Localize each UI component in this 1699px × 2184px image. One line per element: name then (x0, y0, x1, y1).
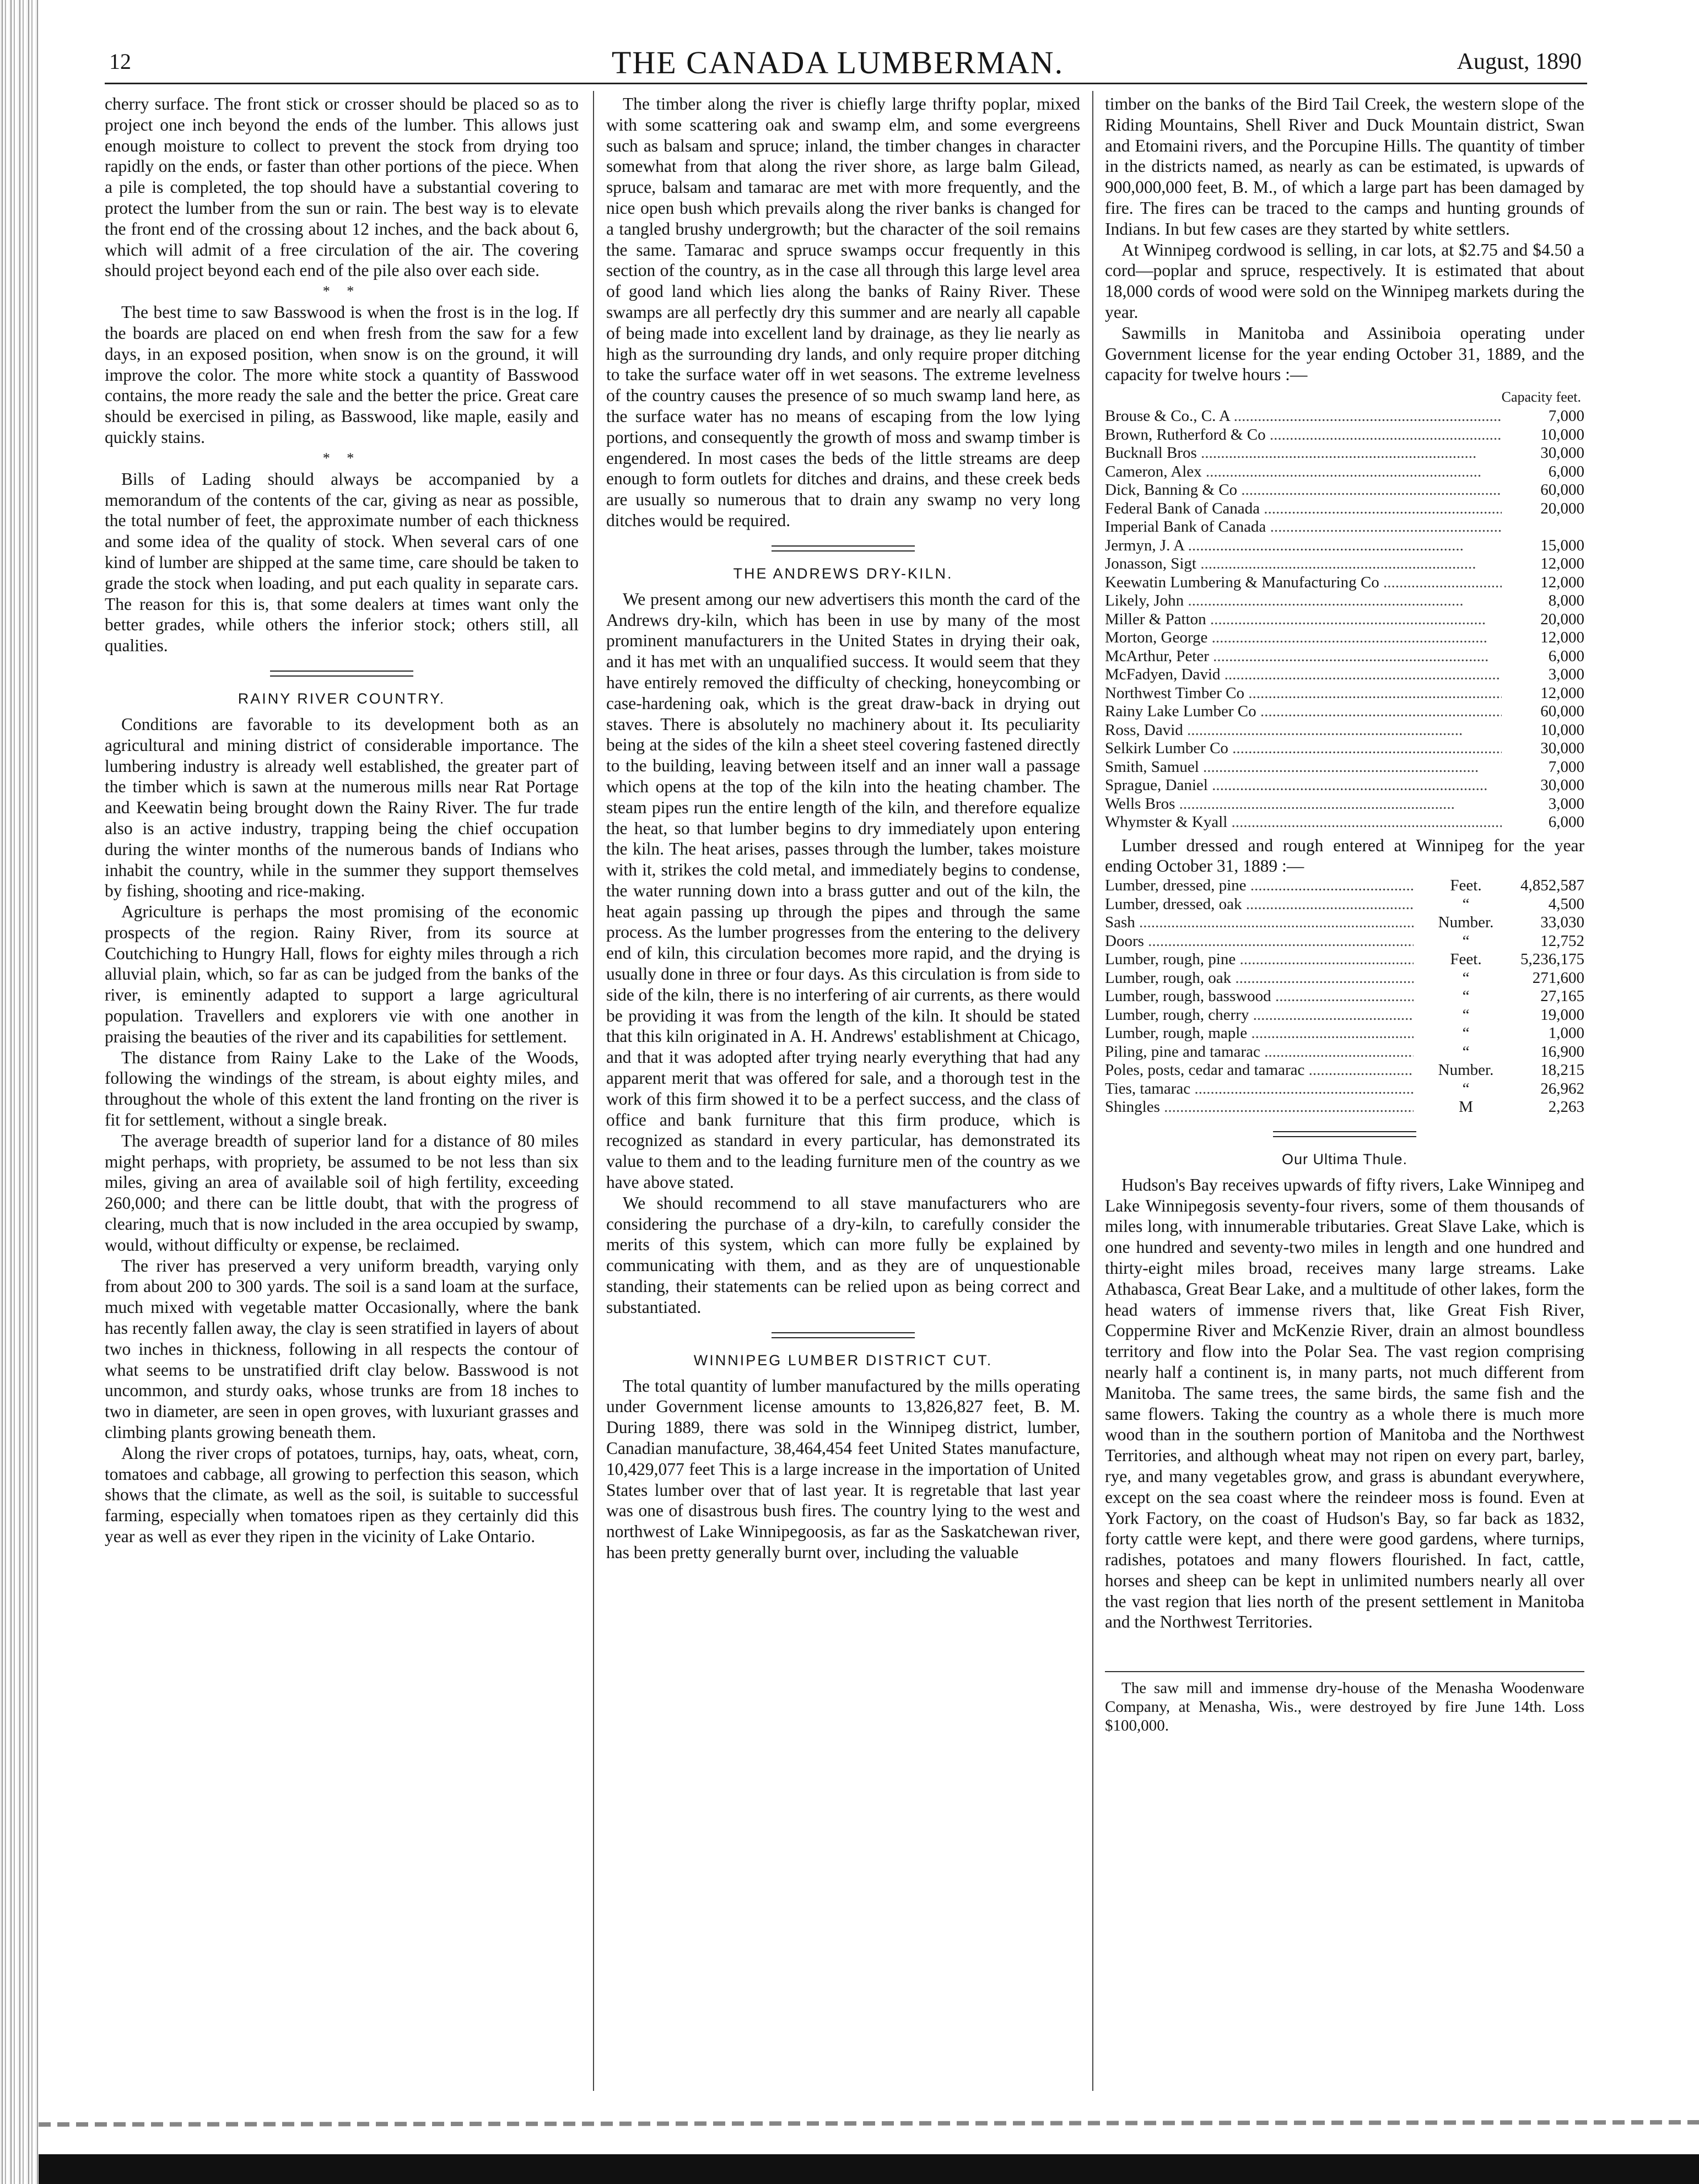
sawmill-name: Smith, Samuel ..... (1105, 758, 1518, 777)
double-rule (1273, 1131, 1416, 1137)
table-row (1105, 426, 1584, 445)
table-row (1105, 1043, 1584, 1062)
page-header (94, 44, 1582, 83)
sawmill-name: Federal Bank of Canada ..... (1105, 500, 1518, 518)
sawmill-name: Miller & Patton ..... (1105, 610, 1518, 629)
lumber-item: Sash ..... (1105, 913, 1430, 932)
capacity-value: 30,000 (1540, 776, 1584, 794)
capacity-value: 6,000 (1548, 462, 1584, 480)
quantity: 1,000 (1548, 1024, 1584, 1042)
section-heading: Our Ultima Thule. (1281, 1150, 1408, 1167)
paragraph: timber on the banks of the Bird Tail Creek, the western slope of the Riding Mountains, Shell River and Duck Mountain district, Swan and Etomaini rivers, and the Porcupine Hills. The quantity of timber in the districts named, as nearly as can be estimated, is upwards of 900,000,000 feet, B. M., of which a large part has been damaged by fire. The fires can be traced to the camps and hunting grounds of Indians. In but few cases are they started by white settlers. (1105, 94, 1584, 239)
section-separator: * * (322, 283, 361, 300)
column-2 (606, 94, 1080, 1563)
quantity: 271,600 (1532, 969, 1584, 987)
table-row (1105, 721, 1584, 740)
capacity-value: 20,000 (1540, 499, 1584, 517)
sawmill-name: Imperial Bank of Canada ..... (1105, 518, 1518, 537)
lumber-item: Shingles ..... (1105, 1098, 1430, 1117)
notice-text: The saw mill and immense dry-house of the Menasha Woodenware Company, at Menasha, Wis., were destroyed by fire June 14th. Loss $100,000. (1105, 1679, 1584, 1735)
paragraph: cherry surface. The front stick or crosser should be placed so as to project one inch beyond the ends of the lumber. This allows just enough moisture to collect to prevent the stock from drying too rapidly on the ends, or faster than other portions of the piece. When a pile is completed, the top should have a substantial covering to protect the lumber from the sun or rain. The best way is to elevate the front end of the crossing about 12 inches, and the back about 6, which will admit of a free circulation of the air. The covering should project beyond each end of the pile also over each side. (105, 94, 579, 280)
table-row (1105, 813, 1584, 832)
lumber-item: Ties, tamarac ..... (1105, 1080, 1430, 1099)
quantity: 33,030 (1540, 913, 1584, 932)
paragraph: At Winnipeg cordwood is selling, in car lots, at $2.75 and $4.50 a cord—poplar and spruce, respectively. It is estimated that about 18,000 cords of wood were sold on the Winnipeg markets during the year. (1105, 240, 1584, 322)
lumber-entries-table (1105, 877, 1584, 1117)
sawmill-name: Cameron, Alex ..... (1105, 463, 1518, 482)
lumber-item: Lumber, rough, cherry ..... (1105, 1006, 1430, 1025)
capacity-value: 12,000 (1540, 629, 1584, 647)
paragraph: The distance from Rainy Lake to the Lake of the Woods, following the windings of the stream, is about eighty miles, and throughout the whole of this extent the land fronting on the river is fit for settlement, without a single break. (105, 1047, 579, 1130)
unit: “ (1462, 987, 1470, 1005)
table-row (1105, 795, 1584, 814)
capacity-value: 30,000 (1540, 739, 1584, 758)
issue-date: August, 1890 (1457, 49, 1582, 74)
capacity-value: 7,000 (1548, 758, 1584, 776)
table-row (1105, 666, 1584, 684)
sawmill-name: Northwest Timber Co ..... (1105, 684, 1518, 703)
quantity: 16,900 (1540, 1042, 1584, 1061)
section-heading: RAINY RIVER COUNTRY. (238, 690, 446, 707)
table-row (1105, 684, 1584, 703)
table-row (1105, 758, 1584, 777)
paragraph: The total quantity of lumber manufactured by the mills operating under Government license amounts to 13,826,827 feet, B. M. During 1889, there was sold in the Winnipeg district, lumber, Canadian manufacture, 38,464,454 feet United States manufacture, 10,429,077 feet This is a large increase in the importation of United States lumber over that of last year. It is regretable that last year was one of disastrous bush fires. The country lying to the west and northwest of Lake Winnipegoosis, as far as the Saskatchewan river, has been pretty generally burnt over, including the valuable (606, 1376, 1080, 1562)
sawmill-name: Jonasson, Sigt ..... (1105, 555, 1518, 574)
table-row (1105, 987, 1584, 1006)
table-row (1105, 444, 1584, 463)
sawmill-name: Whymster & Kyall ..... (1105, 813, 1518, 832)
paragraph: Lumber dressed and rough entered at Winnipeg for the year ending October 31, 1889 :— (1105, 835, 1584, 876)
quantity: 2,263 (1548, 1098, 1584, 1116)
page-footer-rule (39, 2116, 1699, 2184)
unit: Feet. (1450, 877, 1482, 895)
capacity-value: 3,000 (1548, 666, 1584, 684)
sawmill-name: Bucknall Bros ..... (1105, 444, 1518, 463)
table-row (1105, 463, 1584, 482)
capacity-value: 6,000 (1548, 813, 1584, 831)
table-row (1105, 500, 1584, 518)
sawmill-name: Brouse & Co., C. A ..... (1105, 407, 1518, 426)
lumber-item: Lumber, rough, oak ..... (1105, 969, 1430, 988)
sawmill-name: Ross, David ..... (1105, 721, 1518, 740)
quantity: 12,752 (1540, 932, 1584, 950)
header-rule (105, 83, 1587, 84)
table-row (1105, 702, 1584, 721)
sawmill-name: Morton, George ..... (1105, 629, 1518, 647)
table-row (1105, 969, 1584, 988)
news-notice (1105, 1671, 1584, 1735)
table-row (1105, 913, 1584, 932)
paragraph: Agriculture is perhaps the most promising of the economic prospects of the region. Rainy River, from its source at Coutchiching to Hungry Hall, flows for eighty miles through a rich alluvial plain, which, so far as can be judged from the banks of the river, is eminently adapted to support a large agricultural population. Travellers and explorers vie with one another in praising the beauties of the river and its capabilities for settlement. (105, 902, 579, 1046)
double-rule (270, 671, 413, 677)
quantity: 4,852,587 (1520, 877, 1584, 895)
column-1 (105, 94, 579, 1547)
table-row (1105, 518, 1584, 537)
capacity-value: 15,000 (1540, 536, 1584, 554)
table-row (1105, 610, 1584, 629)
lumber-item: Lumber, dressed, pine ..... (1105, 877, 1430, 895)
quantity: 18,215 (1540, 1061, 1584, 1079)
sawmill-name: Rainy Lake Lumber Co ..... (1105, 702, 1518, 721)
capacity-value: 10,000 (1540, 425, 1584, 444)
sawmill-name: Wells Bros ..... (1105, 795, 1518, 814)
sawmill-name: McFadyen, David ..... (1105, 666, 1518, 684)
capacity-value: 12,000 (1540, 555, 1584, 573)
table-row (1105, 1024, 1584, 1043)
sawmill-name: Jermyn, J. A ..... (1105, 537, 1518, 555)
lumber-item: Lumber, rough, pine ..... (1105, 950, 1430, 969)
table-row (1105, 481, 1584, 500)
double-rule (772, 1332, 915, 1338)
sawmill-name: McArthur, Peter ..... (1105, 647, 1518, 666)
capacity-value: 20,000 (1540, 610, 1584, 628)
paragraph: Bills of Lading should always be accompanied by a memorandum of the contents of the car, giving as near as possible, the total number of feet, the approximate number of each thickness and some idea of the quality of stock. When several cars of one kind of lumber are shipped at the same time, care should be taken to grade the stock when loading, and put each quality in separate cars. The reason for this is, that some dealers at times want only the better grades, while others the inferior stock; others still, all qualities. (105, 469, 579, 656)
table-row (1105, 1006, 1584, 1025)
paragraph: Hudson's Bay receives upwards of fifty rivers, Lake Winnipeg and Lake Winnipegosis seventy-four rivers, some of them thousands of miles long, with innumerable tributaries. Great Slave Lake, which is one hundred and seventy-two miles in length and one hundred and thirty-eight miles broad, receives many large streams. Lake Athabasca, Great Bear Lake, and a multitude of other lakes, form the head waters of immense rivers that, like Great Fish River, Coppermine River and McKenzie River, drain an almost boundless territory and flow into the Polar Sea. The vast region comprising nearly half a continent is, in many parts, not much different from Manitoba. The same trees, the same birds, the same fish and the same flowers. Taking the country as a whole there is much more wood than in the southern portion of Manitoba and the Northwest Territories, and although wheat may not ripen on every part, barley, rye, and many vegetables grow, and grass is abundant everywhere, except on the sea coast where the reindeer moss is found. Even at York Factory, on the coast of Hudson's Bay, so far back as 1832, forty cattle were kept, and there were good gardens, where turnips, radishes, potatoes and many flowers flourished. In fact, cattle, horses and sheep can be kept in unlimited numbers nearly all over the vast region that lies north of the present settlement in Manitoba and the Northwest Territories. (1105, 1175, 1584, 1632)
table-row (1105, 537, 1584, 555)
section-heading: WINNIPEG LUMBER DISTRICT CUT. (693, 1352, 993, 1369)
unit: “ (1462, 1024, 1470, 1042)
unit: “ (1462, 895, 1470, 913)
table-row (1105, 895, 1584, 914)
column-3 (1105, 94, 1584, 1735)
lumber-item: Doors ..... (1105, 932, 1430, 951)
paragraph: Conditions are favorable to its development both as an agricultural and mining district of considerable importance. The lumbering industry is already well established, the greater part of the timber which is sawn at the numerous mills near Rat Portage and Keewatin being brought down the Rainy River. The fur trade also is an active industry, trapping being the chief occupation during the winter months of the numerous bands of Indians who inhabit the country, while in the summer they support themselves by fishing, shooting and rice-making. (105, 714, 579, 901)
quantity: 27,165 (1540, 987, 1584, 1005)
sawmill-name: Likely, John ..... (1105, 592, 1518, 610)
capacity-value (1518, 518, 1584, 537)
capacity-value: 60,000 (1540, 481, 1584, 499)
table-row (1105, 555, 1584, 574)
lumber-item: Piling, pine and tamarac ..... (1105, 1043, 1430, 1062)
capacity-value: 12,000 (1540, 684, 1584, 702)
capacity-value: 6,000 (1548, 647, 1584, 665)
capacity-value: 7,000 (1548, 407, 1584, 425)
quantity: 26,962 (1540, 1079, 1584, 1098)
table-row (1105, 1061, 1584, 1080)
binding-edge (0, 0, 39, 2184)
table-row (1105, 776, 1584, 795)
unit: “ (1462, 1042, 1470, 1061)
table-row (1105, 647, 1584, 666)
paragraph: The river has preserved a very uniform breadth, varying only from about 200 to 300 yards. The soil is a sand loam at the surface, much mixed with vegetable matter Occasionally, where the bank has recently fallen away, the clay is seen stratified in layers of about two inches in thickness, following in all respects the contour of what seems to be unstratified drift clay below. Basswood is not uncommon, and sturdy oaks, whose trunks are from 18 inches to two in diameter, are seen in open groves, with luxuriant grasses and climbing plants growing beneath them. (105, 1256, 579, 1442)
lumber-item: Lumber, dressed, oak ..... (1105, 895, 1430, 914)
lumber-item: Lumber, rough, maple ..... (1105, 1024, 1430, 1043)
quantity: 4,500 (1548, 895, 1584, 913)
capacity-value: 30,000 (1540, 444, 1584, 462)
paragraph: The average breadth of superior land for a distance of 80 miles might perhaps, with propriety, be assumed to be not less than six miles, giving an area of available soil of high fertility, exceeding 260,000; and there can be little doubt, that with the progress of clearing, much that is now included in the area occupied by swamp, would, without difficulty or expense, be reclaimed. (105, 1131, 579, 1255)
paragraph: The best time to saw Basswood is when the frost is in the log. If the boards are placed on end when fresh from the saw for a few days, in an exposed position, when snow is on the ground, it will improve the color. The more white stock a quantity of Basswood contains, the more ready the sale and the better the price. Great care should be exercised in piling, as Basswood, like maple, easily and quickly stains. (105, 302, 579, 447)
unit: “ (1462, 932, 1470, 950)
paragraph: We should recommend to all stave manufacturers who are considering the purchase of a dry-kiln, to carefully consider the merits of this system, which can more fully be explained by communicating with them, and as they are of unquestionable standing, their statements can be relied upon as being correct and substantiated. (606, 1193, 1080, 1317)
capacity-value: 3,000 (1548, 794, 1584, 813)
footer-dashes (39, 2116, 1699, 2138)
column-divider (593, 91, 594, 2091)
section-heading: THE ANDREWS DRY-KILN. (733, 565, 953, 582)
lumber-item: Poles, posts, cedar and tamarac ..... (1105, 1061, 1430, 1080)
table-caption: Capacity feet. (1501, 389, 1581, 406)
section-separator: * * (322, 450, 361, 466)
sawmill-name: Dick, Banning & Co ..... (1105, 481, 1518, 500)
paragraph: Along the river crops of potatoes, turnips, hay, oats, wheat, corn, tomatoes and cabbage, all growing to perfection this season, which shows that the climate, as well as the soil, is suitable to successful farming, especially when tomatoes ripen as they certainly did this year as well as ever they ripen in the vicinity of Lake Ontario. (105, 1443, 579, 1546)
unit: “ (1462, 969, 1470, 987)
double-rule (772, 545, 915, 552)
table-row (1105, 950, 1584, 969)
table-row (1105, 739, 1584, 758)
unit: M (1459, 1098, 1473, 1116)
paragraph: We present among our new advertisers this month the card of the Andrews dry-kiln, which has been in use by many of the most prominent manufacturers in the United States in drying their oak, and it has met with an unqualified success. It would seem that they have entirely removed the difficulty of checking, honeycombing or case-hardening oak, which is the great draw-back in drying out staves. There is absolutely no machinery about it. Its peculiarity being at the sides of the kiln a sheet steel covering fastened directly to the building, leaving between itself and an inner wall a passage which opens at the top of the kiln into the heating chamber. The steam pipes run the entire length of the kiln, and therefore equalize the heat, so that lumber begins to dry immediately upon entering the kiln. The heat arises, passes through the lumber, takes moisture with it, strikes the cold metal, and immediately begins to condense, the water running down into a brass gutter and out of the kiln, the heat again passing up through the pipes and through the same process. As the lumber progresses from the entering to the delivery end of kiln, this circulation becomes more rapid, and the drying is usually done in three or four days. As this circulation is from side to side of the kiln, there is no interfering of air currents, as there would be providing it was from the length of the kiln. It should be stated that this kiln originated in A. H. Andrews' establishment at Chicago, and that it was adopted after trying nearly everything that had any apparent merit that was offered for sale, and a thorough test in the work of this firm showed it to be a perfect success, and the class of office and bank furniture that this firm produce, which is recognized as standard in every particular, has demonstrated its value to them and to the leading furniture men of the country as we have above stated. (606, 589, 1080, 1192)
table-row (1105, 932, 1584, 951)
table-row (1105, 877, 1584, 895)
capacity-value: 60,000 (1540, 702, 1584, 721)
quantity: 19,000 (1540, 1005, 1584, 1024)
table-row (1105, 592, 1584, 610)
table-row (1105, 1098, 1584, 1117)
sawmill-name: Keewatin Lumbering & Manufacturing Co ..... (1105, 574, 1518, 592)
unit: “ (1462, 1079, 1470, 1098)
sawmill-capacity-table (1105, 407, 1584, 832)
column-divider (1092, 91, 1093, 2091)
table-row (1105, 629, 1584, 647)
lumber-item: Lumber, rough, basswood ..... (1105, 987, 1430, 1006)
unit: Feet. (1450, 950, 1482, 969)
table-row (1105, 407, 1584, 426)
sawmill-name: Selkirk Lumber Co ..... (1105, 739, 1518, 758)
paragraph: The timber along the river is chiefly large thrifty poplar, mixed with some scattering oak and swamp elm, and some evergreens such as balsam and spruce; inland, the timber changes in character somewhat from that along the river shore, as large balm Gilead, spruce, balsam and tamarac are met with more frequently, and the nice open bush which prevails along the river banks is changed for a tangled brushy undergrowth; but the character of the soil remains the same. Tamarac and spruce swamps occur frequently in this section of the country, as in the case all through this large level area of good land which lies along the banks of Rainy River. These swamps are all perfectly dry this summer and are nearly all capable of being made into excellent land by drainage, as they lie nearly as high as the surrounding dry lands, and only require proper ditching to take the surface water off in wet seasons. The extreme levelness of the country causes the presence of so much swamp land here, as the surface water has no means of escaping from the low lying portions, and consequently the growth of moss and swamp timber is engendered. In most cases the beds of the little streams are deep enough to form outlets for ditches and drains, and these creek beds are usually so numerous that to drain any swamp no very long ditches would be required. (606, 94, 1080, 530)
publication-title: THE CANADA LUMBERMAN. (611, 45, 1064, 80)
unit: Number. (1438, 1061, 1494, 1079)
capacity-value: 8,000 (1548, 592, 1584, 610)
table-row (1105, 1080, 1584, 1099)
capacity-value: 12,000 (1540, 573, 1584, 591)
table-row (1105, 574, 1584, 592)
paragraph: Sawmills in Manitoba and Assiniboia operating under Government license for the year ending October 31, 1889, and the capacity for twelve hours :— (1105, 323, 1584, 385)
page-number: 12 (109, 49, 131, 74)
sawmill-name: Sprague, Daniel ..... (1105, 776, 1518, 795)
unit: Number. (1438, 913, 1494, 932)
capacity-value: 10,000 (1540, 721, 1584, 739)
footer-bar (39, 2154, 1699, 2184)
unit: “ (1462, 1005, 1470, 1024)
quantity: 5,236,175 (1520, 950, 1584, 969)
sawmill-name: Brown, Rutherford & Co ..... (1105, 426, 1518, 445)
